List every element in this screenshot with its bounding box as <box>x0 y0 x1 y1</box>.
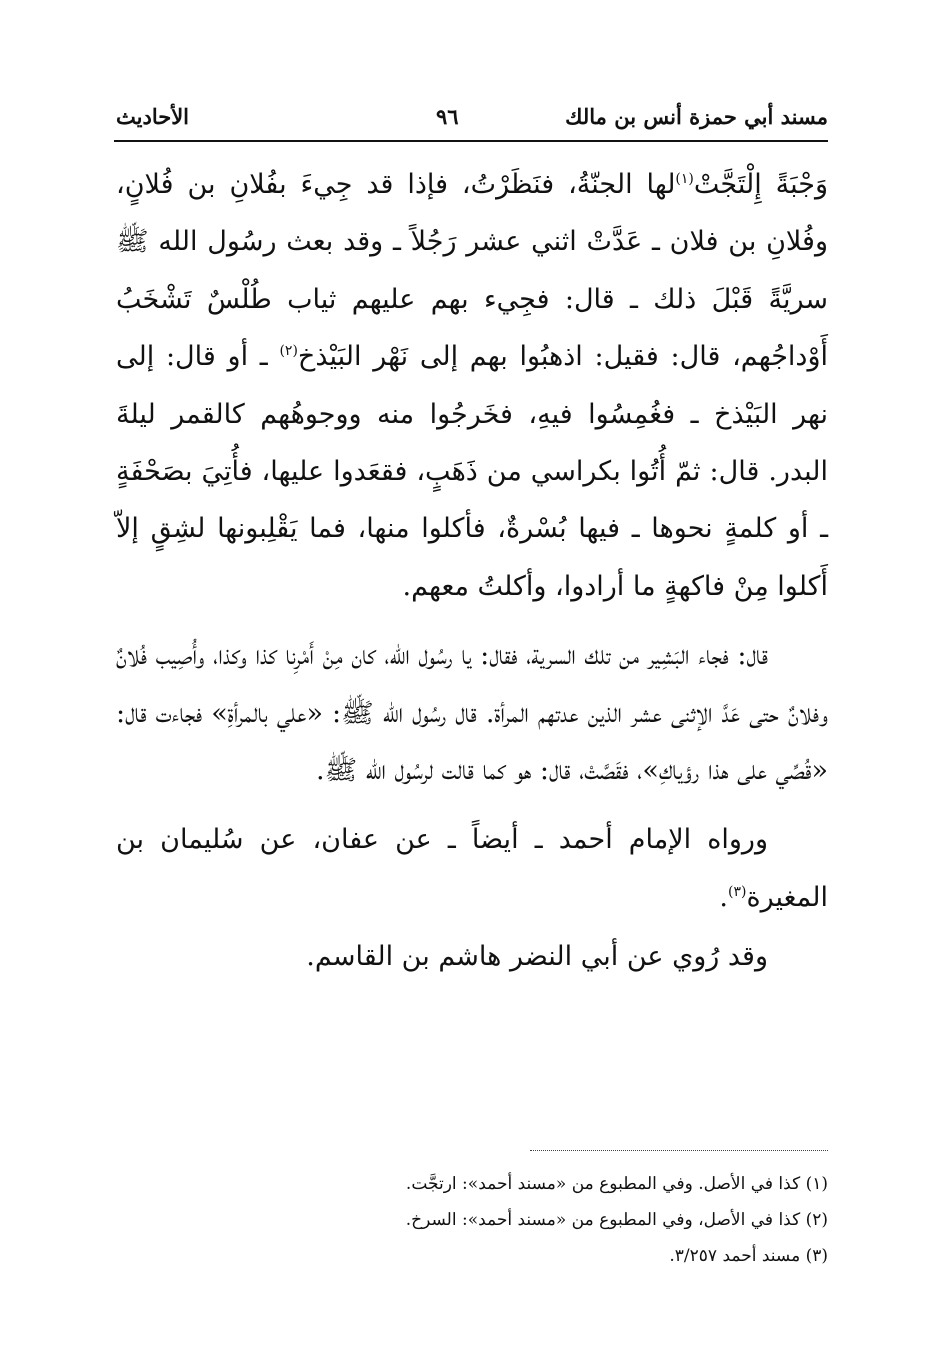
paragraph-3-text: ورواه الإمام أحمد ـ أيضاً ـ عن عفان، عن سُليمان بن المغيرة <box>116 824 828 913</box>
paragraph-3-end: . <box>719 881 728 913</box>
paragraph-1-text-c: ـ أو قال: إلى نهر البَيْذخ ـ فغُمِسُوا فيهِ، فخَرجُوا منه ووجوهُهم كالقمر ليلةَ البدر. قال: ثمّ أُتُوا بكراسي من ذَهَبٍ، فقعَدوا عليها، فأُتِيَ بصَحْفَةٍ ـ أو كلمةٍ نحوها ـ فيها بُسْرةٌ، فأكلوا منها، فما يَقْلِبونها لشِقٍ إلاّ أَكلوا مِنْ فاكهةٍ ما أرادوا، وأكلتُ معهم. <box>116 341 828 602</box>
header-rule <box>114 140 828 142</box>
paragraph-2: قال: فجاء البَشِير من تلك السرية، فقال: يا رسُول الله، كان مِنْ أَمْرِنا كذا وكذا، وأُصِيب فُلانٌ وفلانٌ حتى عَدَّ الإثنى عشر الذين عدتهم المرأة. قال رسُول الله ﷺ: «علي بالمرأةِ» فجاءت قال: «قُصِّي على هذا رؤياكِ»، فقَصَّتْ، قال: هو كما قالت لرسُول الله ﷺ. <box>116 640 828 787</box>
book-title: مسند أبي حمزة أنس بن مالك <box>565 104 828 129</box>
main-text <box>116 156 828 986</box>
footnote-ref-1: (١) <box>675 171 694 187</box>
paragraph-1-text-b: لها الجنّةُ، فنَظَرْتُ، فإذا قد جِيءَ بفُلانِ بن فُلانٍ، وفُلانِ بن فلان ـ عَدَّتْ اثني عشر رَجُلاً ـ وقد بعث رسُول الله ﷺ سريَّةً قَبْلَ ذلك ـ قال: فجِيء بهم عليهم ثياب طُلْسٌ تَشْخَبُ أَوْداجُهم، قال: فقيل: اذهبُوا بهم إلى نَهْر البَيْذخ <box>116 169 828 373</box>
section-title: الأحاديث <box>116 104 190 129</box>
paragraph-1 <box>116 156 828 615</box>
page-number: ٩٦ <box>436 104 459 129</box>
footnote-ref-2: (٢) <box>279 343 298 360</box>
footnote-separator <box>530 1150 828 1151</box>
footnote-1: (١) كذا في الأصل. وفي المطبوع من «مسند أحمد»: ارتجَّت. <box>405 1174 828 1194</box>
paragraph-4: وقد رُوي عن أبي النضر هاشم بن القاسم. <box>306 941 768 973</box>
footnotes <box>116 1166 828 1274</box>
running-header <box>116 92 828 140</box>
footnote-3: (٣) مسند أحمد ٣/٢٥٧. <box>669 1246 828 1266</box>
paragraph-1-text-a: وَجْبَةً إِلْتَجَّتْ <box>693 169 828 200</box>
paragraph-3 <box>116 811 828 926</box>
footnote-2: (٢) كذا في الأصل، وفي المطبوع من «مسند أحمد»: السرخ. <box>405 1210 828 1230</box>
footnote-ref-3: (٣) <box>727 883 747 900</box>
